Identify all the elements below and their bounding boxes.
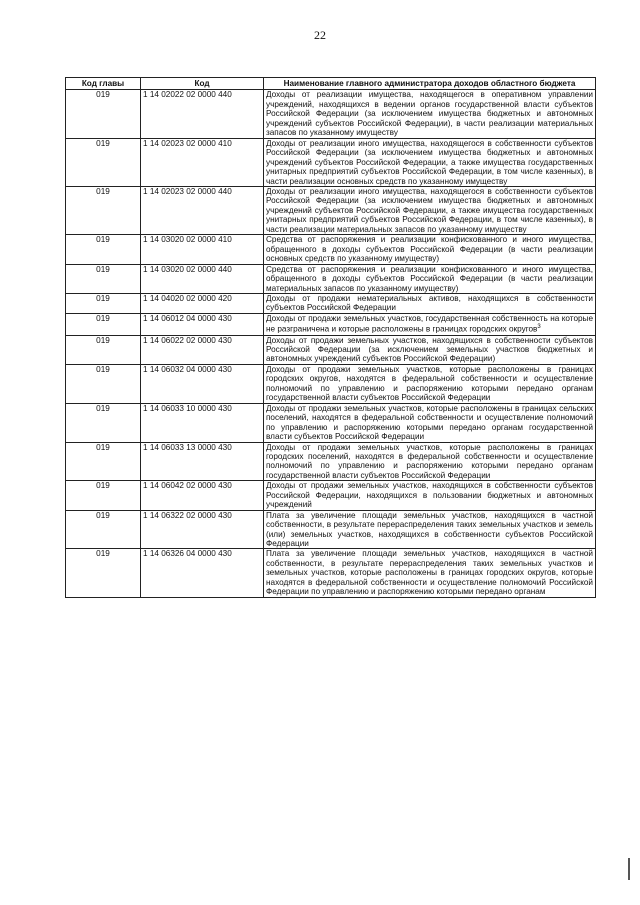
table-row <box>66 264 596 293</box>
revenue-name-text: Средства от распоряжения и реализации конфискованного и иного имущества, обращенного в доходы субъектов Российской Федерации (в части реализации материальных запасов по указанному имуществу) <box>266 264 593 293</box>
budget-code-cell: 1 14 06022 02 0000 430 <box>141 335 264 364</box>
budget-code-cell: 1 14 06322 02 0000 430 <box>141 510 264 549</box>
budget-code-cell: 1 14 06326 04 0000 430 <box>141 549 264 597</box>
chapter-code-cell: 019 <box>66 481 141 510</box>
table-header-row <box>66 78 596 90</box>
table-row <box>66 138 596 186</box>
revenue-name-text: Доходы от реализации иного имущества, находящегося в собственности субъектов Российской Федерации (за исключением имущества бюджетных и автономных учреждений субъектов Российской Федерации, а также имущества государственных унитарных предприятий субъектов Российской Федерации, в том числе казенных), в части реализации материальных запасов по указанному имуществу <box>266 186 593 234</box>
chapter-code-cell: 019 <box>66 549 141 597</box>
budget-code-cell: 1 14 06012 04 0000 430 <box>141 313 264 335</box>
revenue-name-text: Доходы от продажи земельных участков, которые расположены в границах сельских поселений, находятся в федеральной собственности и осуществление полномочий по управлению и распоряжению которыми передано органам государственной власти субъектов Российской Федерации <box>266 403 593 442</box>
budget-code-cell: 1 14 02023 02 0000 440 <box>141 186 264 234</box>
table-row <box>66 335 596 364</box>
page-number: 22 <box>314 28 326 42</box>
chapter-code-cell: 019 <box>66 293 141 313</box>
footnote-marker: 3 <box>537 324 541 331</box>
chapter-code-cell: 019 <box>66 335 141 364</box>
table-row <box>66 293 596 313</box>
table-row <box>66 90 596 138</box>
scan-margin-mark <box>628 858 630 880</box>
revenue-name-cell <box>264 510 596 549</box>
table-row <box>66 481 596 510</box>
revenue-name-cell <box>264 549 596 597</box>
budget-code-cell: 1 14 06033 13 0000 430 <box>141 442 264 481</box>
budget-code-cell: 1 14 04020 02 0000 420 <box>141 293 264 313</box>
revenue-name-text: Плата за увеличение площади земельных участков, находящихся в частной собственности, в результате перераспределения таких земельных участков и земель (или) земельных участков, находящихся в собственности субъектов Российской Федерации <box>266 510 593 549</box>
table-row <box>66 510 596 549</box>
revenue-name-cell <box>264 235 596 264</box>
revenue-name-cell <box>264 481 596 510</box>
table-row <box>66 403 596 442</box>
revenue-name-cell <box>264 293 596 313</box>
revenue-name-text: Доходы от продажи земельных участков, находящихся в собственности субъектов Российской Федерации (за исключением земельных участков бюджетных и автономных учреждений субъектов Российской Федерации) <box>266 335 593 364</box>
budget-code-cell: 1 14 06042 02 0000 430 <box>141 481 264 510</box>
budget-code-cell: 1 14 02023 02 0000 410 <box>141 138 264 186</box>
revenue-name-cell <box>264 90 596 138</box>
chapter-code-cell: 019 <box>66 235 141 264</box>
header-administrator-name: Наименование главного администратора доходов областного бюджета <box>264 78 596 90</box>
table-row <box>66 235 596 264</box>
table-row <box>66 442 596 481</box>
chapter-code-cell: 019 <box>66 510 141 549</box>
revenue-name-text: Доходы от продажи земельных участков, которые расположены в границах городских округов, находятся в федеральной собственности и осуществление полномочий по управлению и распоряжению которыми передано органам государственной власти субъектов Российской Федерации <box>266 364 593 403</box>
revenue-name-cell <box>264 364 596 403</box>
revenue-name-cell <box>264 335 596 364</box>
revenue-name-cell <box>264 138 596 186</box>
header-code: Код <box>141 78 264 90</box>
budget-code-cell: 1 14 03020 02 0000 440 <box>141 264 264 293</box>
revenue-name-cell <box>264 442 596 481</box>
revenue-name-text: Доходы от продажи нематериальных активов, находящихся в собственности субъектов Российской Федерации <box>266 293 593 313</box>
table-row <box>66 549 596 597</box>
revenue-name-text: Доходы от продажи земельных участков, которые расположены в границах городских поселений, находятся в федеральной собственности и осуществление полномочий по управлению и распоряжению которыми передано органам государственной власти субъектов Российской Федерации <box>266 442 593 480</box>
table-row <box>66 186 596 234</box>
budget-code-cell: 1 14 06033 10 0000 430 <box>141 403 264 442</box>
chapter-code-cell: 019 <box>66 313 141 335</box>
revenue-name-text: Доходы от реализации иного имущества, находящегося в собственности субъектов Российской Федерации (за исключением имущества бюджетных и автономных учреждений субъектов Российской Федерации, а также имущества государственных унитарных предприятий субъектов Российской Федерации, в том числе казенных), в части реализации основных средств по указанному имуществу <box>266 138 593 186</box>
revenue-name-text: Плата за увеличение площади земельных участков, находящихся в частной собственности, в результате перераспределения таких земельных участков и земельных участков, которые расположены в границах городских округов, которые находятся в федеральной собственности и осуществление полномочий Российской Федерации по управлению и распоряжению которыми передано органам <box>266 549 593 597</box>
chapter-code-cell: 019 <box>66 364 141 403</box>
revenue-name-cell <box>264 264 596 293</box>
chapter-code-cell: 019 <box>66 403 141 442</box>
revenue-name-text: Доходы от продажи земельных участков, государственная собственность на которые не разграничена и которые расположены в границах городских округов <box>266 313 593 335</box>
revenue-name-cell <box>264 403 596 442</box>
chapter-code-cell: 019 <box>66 264 141 293</box>
chapter-code-cell: 019 <box>66 90 141 138</box>
revenue-administrators-table <box>65 77 596 598</box>
chapter-code-cell: 019 <box>66 186 141 234</box>
revenue-name-text: Доходы от реализации имущества, находящегося в оперативном управлении учреждений, находящихся в ведении органов государственной власти субъектов Российской Федерации (за исключением имущества бюджетных и автономных учреждений субъектов Российской Федерации), в части реализации материальных запасов по указанному имуществу <box>266 90 593 138</box>
revenue-name-cell <box>264 313 596 335</box>
table-row <box>66 364 596 403</box>
chapter-code-cell: 019 <box>66 138 141 186</box>
budget-code-cell: 1 14 06032 04 0000 430 <box>141 364 264 403</box>
revenue-name-text: Доходы от продажи земельных участков, находящихся в собственности субъектов Российской Федерации, находящихся в пользовании бюджетных и автономных учреждений <box>266 481 593 510</box>
chapter-code-cell: 019 <box>66 442 141 481</box>
header-chapter-code: Код главы <box>66 78 141 90</box>
revenue-name-cell <box>264 186 596 234</box>
table-body <box>66 90 596 597</box>
revenue-name-text: Средства от распоряжения и реализации конфискованного и иного имущества, обращенного в доходы субъектов Российской Федерации (в части реализации основных средств по указанному имуществу) <box>266 235 593 264</box>
budget-code-cell: 1 14 03020 02 0000 410 <box>141 235 264 264</box>
table-row <box>66 313 596 335</box>
budget-code-cell: 1 14 02022 02 0000 440 <box>141 90 264 138</box>
